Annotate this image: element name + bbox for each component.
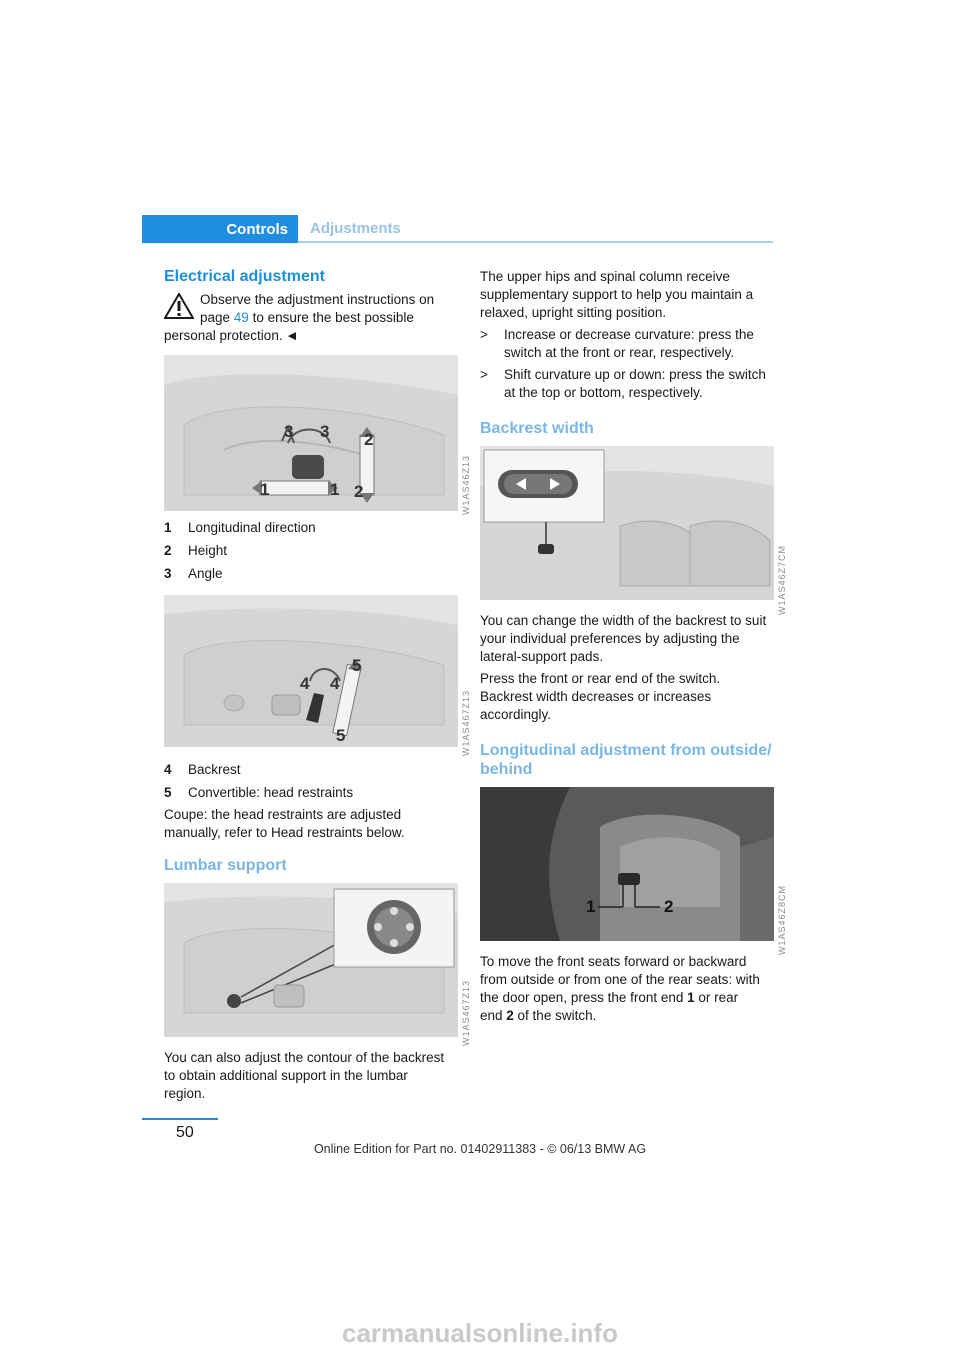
legend-num: 4 bbox=[164, 762, 172, 777]
backrest-text-line5: Backrest width decreases or increases bbox=[480, 689, 712, 704]
legend-list-1 bbox=[164, 516, 316, 585]
legend-text: Height bbox=[188, 543, 228, 558]
lumbar-text-line2: to obtain additional support in the lumbar bbox=[164, 1068, 408, 1083]
backrest-width-figure bbox=[480, 446, 774, 600]
backrest-text-line2: your individual preferences by adjusting the bbox=[480, 631, 740, 646]
svg-text:5: 5 bbox=[336, 726, 346, 745]
longitudinal-adjustment-heading-line2: behind bbox=[480, 761, 533, 778]
figure-code: W1AS46Z7CM bbox=[777, 545, 787, 616]
bullet-mark: > bbox=[480, 367, 488, 382]
figure-code: W1AS467Z13 bbox=[461, 690, 471, 757]
svg-text:4: 4 bbox=[330, 674, 340, 693]
legend-item bbox=[164, 516, 316, 539]
lumbar-text-line3: region. bbox=[164, 1086, 206, 1101]
figure-code: W1AS46Z13 bbox=[461, 455, 471, 516]
legend-num: 1 bbox=[164, 520, 172, 535]
svg-text:3: 3 bbox=[284, 422, 294, 441]
lumbar-intro-line3: relaxed, upright sitting position. bbox=[480, 305, 667, 320]
warning-text-pre: page bbox=[200, 310, 234, 325]
legend-text: Convertible: head restraints bbox=[188, 785, 354, 800]
legend-list-2 bbox=[164, 758, 353, 804]
seat-adjustment-figure bbox=[164, 355, 458, 511]
legend-item bbox=[164, 781, 353, 804]
ref-number: 2 bbox=[506, 1008, 514, 1023]
coupe-text-line2: manually, refer to Head restraints below. bbox=[164, 825, 405, 840]
warning-text-line3: personal protection. ◄ bbox=[164, 328, 299, 343]
warning-text-line2 bbox=[200, 309, 414, 327]
warning-icon bbox=[164, 293, 194, 324]
bullet-text: Shift curvature up or down: press the switch bbox=[504, 367, 766, 382]
legend-text: Longitudinal direction bbox=[188, 520, 316, 535]
legend-num: 2 bbox=[164, 543, 172, 558]
backrest-width-heading: Backrest width bbox=[480, 420, 594, 437]
svg-text:1: 1 bbox=[260, 480, 270, 499]
header-section-label: Adjustments bbox=[310, 220, 401, 237]
backrest-text-line6: accordingly. bbox=[480, 707, 552, 722]
legend-item bbox=[164, 758, 353, 781]
longitudinal-adjustment-figure bbox=[480, 787, 774, 941]
bullet-text: Increase or decrease curvature: press the bbox=[504, 327, 754, 342]
text-span: or rear bbox=[694, 990, 739, 1005]
figure-label-2: 2 bbox=[664, 897, 674, 916]
lumbar-text-line1: You can also adjust the contour of the backrest bbox=[164, 1050, 445, 1065]
bullet-item bbox=[480, 366, 775, 402]
figure-code: W1AS467Z13 bbox=[461, 980, 471, 1047]
longitudinal-text-line3 bbox=[480, 989, 738, 1007]
header-tab-controls bbox=[142, 215, 298, 243]
longitudinal-text-line4 bbox=[480, 1007, 596, 1025]
legend-text: Backrest bbox=[188, 762, 241, 777]
coupe-text-line1: Coupe: the head restraints are adjusted bbox=[164, 807, 402, 822]
lumbar-intro-line1: The upper hips and spinal column receive bbox=[480, 269, 730, 284]
text-span: of the switch. bbox=[513, 1008, 597, 1023]
text-span: end bbox=[480, 1008, 507, 1023]
footer-rule bbox=[142, 1118, 218, 1120]
svg-text:2: 2 bbox=[354, 482, 364, 501]
backrest-text-line1: You can change the width of the backrest to suit bbox=[480, 613, 767, 628]
legend-num: 3 bbox=[164, 566, 172, 581]
svg-text:1: 1 bbox=[330, 480, 340, 499]
watermark: carmanualsonline.info bbox=[342, 1318, 618, 1348]
svg-text:5: 5 bbox=[352, 656, 362, 675]
svg-text:4: 4 bbox=[300, 674, 310, 693]
svg-text:2: 2 bbox=[364, 430, 374, 449]
page-number: 50 bbox=[176, 1124, 194, 1141]
longitudinal-text-line1: To move the front seats forward or backward bbox=[480, 954, 747, 969]
legend-item bbox=[164, 539, 316, 562]
warning-text-line1: Observe the adjustment instructions on bbox=[200, 292, 435, 307]
bullet-text: switch at the front or rear, respectively. bbox=[504, 345, 735, 360]
bullet-text: at the top or bottom, respectively. bbox=[504, 385, 703, 400]
backrest-adjustment-figure bbox=[164, 595, 458, 747]
legend-text: Angle bbox=[188, 566, 223, 581]
longitudinal-text-line2: from outside or from one of the rear seats: with bbox=[480, 972, 760, 987]
backrest-text-line3: lateral-support pads. bbox=[480, 649, 604, 664]
electrical-adjustment-heading: Electrical adjustment bbox=[164, 268, 325, 285]
bullet-item bbox=[480, 326, 775, 362]
header-rule bbox=[298, 241, 773, 243]
text-span: the door open, press the front end bbox=[480, 990, 688, 1005]
lumbar-intro-line2: supplementary support to help you maintain a bbox=[480, 287, 754, 302]
header-tab-label: Controls bbox=[226, 220, 288, 238]
ref-number: 1 bbox=[687, 990, 695, 1005]
bullet-mark: > bbox=[480, 327, 488, 342]
legend-num: 5 bbox=[164, 785, 172, 800]
svg-text:3: 3 bbox=[320, 422, 330, 441]
legend-item bbox=[164, 562, 316, 585]
figure-label-1: 1 bbox=[586, 897, 596, 916]
lumbar-support-heading: Lumbar support bbox=[164, 857, 287, 874]
longitudinal-adjustment-heading-line1: Longitudinal adjustment from outside/ bbox=[480, 742, 772, 759]
backrest-text-line4: Press the front or rear end of the switch. bbox=[480, 671, 721, 686]
warning-text-post: to ensure the best possible bbox=[248, 310, 414, 325]
lumbar-support-figure bbox=[164, 883, 458, 1037]
figure-code: W1AS46Z8CM bbox=[777, 885, 787, 956]
page-link-49[interactable]: 49 bbox=[233, 310, 249, 325]
edition-text: Online Edition for Part no. 01402911383 - © 06/13 BMW AG bbox=[313, 1142, 647, 1156]
